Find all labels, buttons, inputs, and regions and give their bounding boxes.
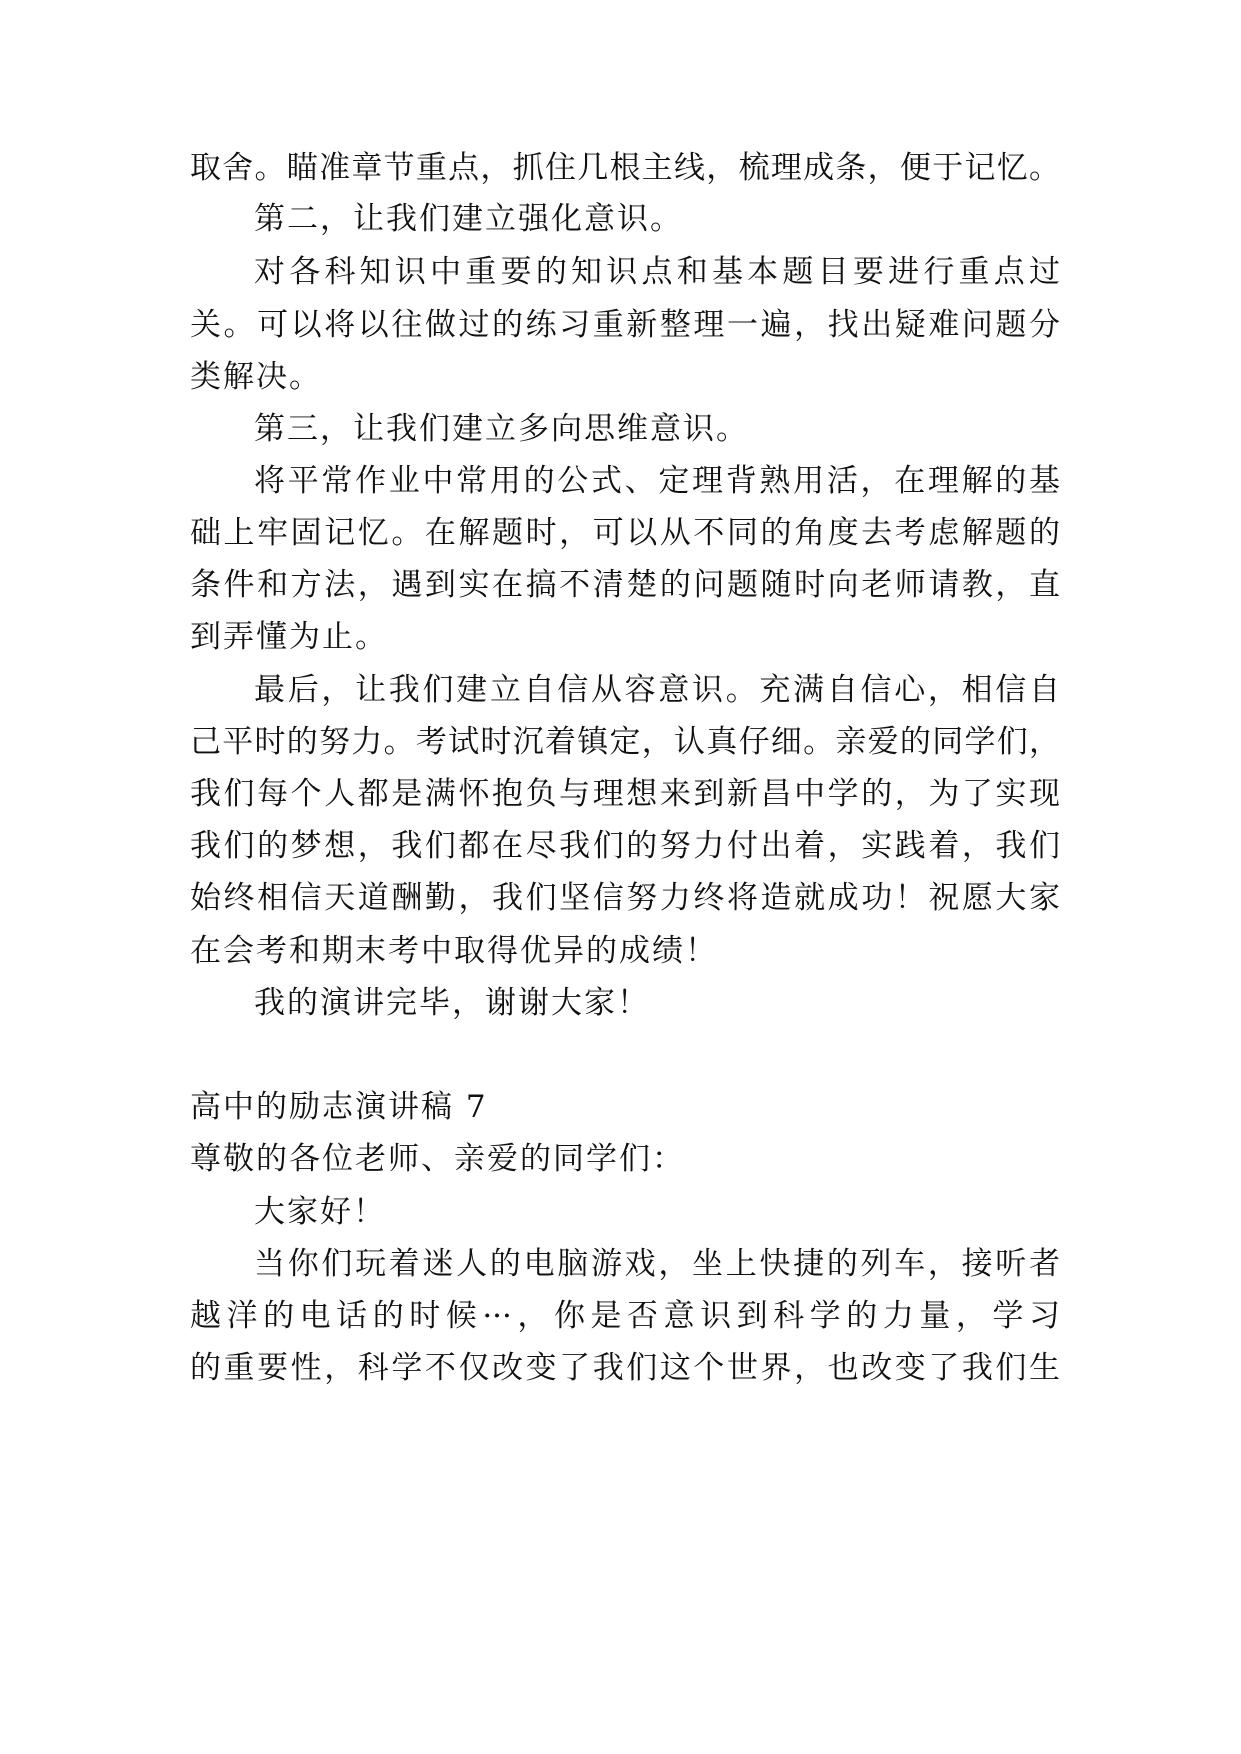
paragraph-line: 我们每个人都是满怀抱负与理想来到新昌中学的，为了实现 bbox=[190, 776, 1060, 812]
paragraph-line: 当你们玩着迷人的电脑游戏，坐上快捷的列车，接听者 bbox=[254, 1246, 1060, 1282]
paragraph-line: 条件和方法，遇到实在搞不清楚的问题随时向老师请教，直 bbox=[190, 567, 1060, 603]
paragraph-line: 到弄懂为止。 bbox=[190, 619, 388, 655]
paragraph-line: 类解决。 bbox=[190, 359, 322, 395]
section-heading: 高中的励志演讲稿 7 bbox=[190, 1089, 488, 1125]
paragraph-line: 将平常作业中常用的公式、定理背熟用活，在理解的基 bbox=[254, 463, 1060, 499]
paragraph-line: 最后，让我们建立自信从容意识。充满自信心，相信自 bbox=[254, 672, 1060, 708]
paragraph-line: 关。可以将以往做过的练习重新整理一遍，找出疑难问题分 bbox=[190, 307, 1060, 343]
paragraph-line: 础上牢固记忆。在解题时，可以从不同的角度去考虑解题的 bbox=[190, 515, 1060, 551]
paragraph-line: 我的演讲完毕，谢谢大家！ bbox=[254, 985, 650, 1021]
paragraph-line: 第三，让我们建立多向思维意识。 bbox=[254, 411, 749, 447]
greeting-line: 大家好！ bbox=[254, 1194, 386, 1230]
paragraph-line: 取舍。瞄准章节重点，抓住几根主线，梳理成条，便于记忆。 bbox=[190, 150, 1060, 186]
paragraph-line: 越洋的电话的时候···，你是否意识到科学的力量，学习 bbox=[190, 1298, 1060, 1334]
paragraph-line: 己平时的努力。考试时沉着镇定，认真仔细。亲爱的同学们， bbox=[190, 724, 1060, 760]
paragraph-line: 对各科知识中重要的知识点和基本题目要进行重点过 bbox=[254, 254, 1060, 290]
paragraph-line: 的重要性，科学不仅改变了我们这个世界，也改变了我们生 bbox=[190, 1350, 1060, 1386]
paragraph-line: 始终相信天道酬勤，我们坚信努力终将造就成功！祝愿大家 bbox=[190, 880, 1060, 916]
paragraph-line: 在会考和期末考中取得优异的成绩！ bbox=[190, 933, 718, 969]
paragraph-line: 我们的梦想，我们都在尽我们的努力付出着，实践着，我们 bbox=[190, 828, 1060, 864]
salutation-line: 尊敬的各位老师、亲爱的同学们： bbox=[190, 1141, 685, 1177]
paragraph-line: 第二，让我们建立强化意识。 bbox=[254, 201, 683, 237]
